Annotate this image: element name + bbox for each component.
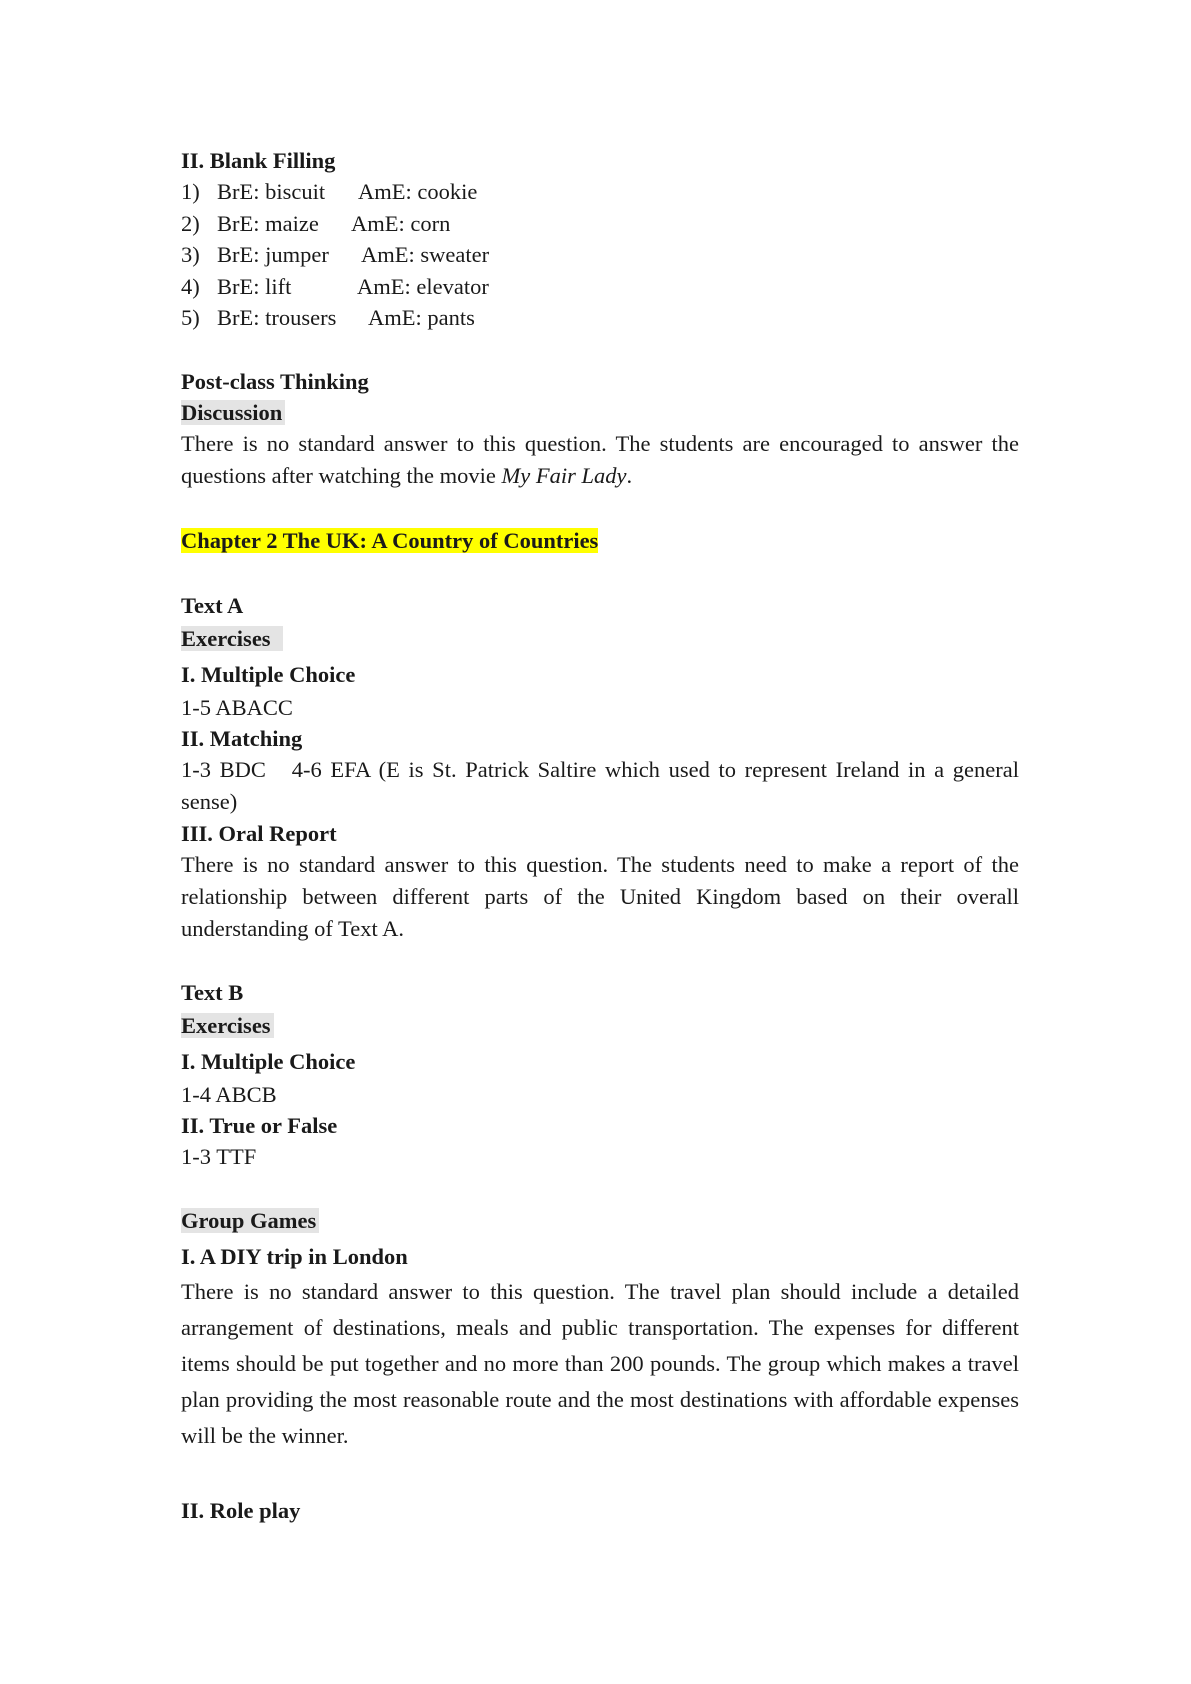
group-games-label: Group Games xyxy=(181,1208,319,1233)
list-item xyxy=(181,208,1019,240)
text-b-tf-answer: 1-3 TTF xyxy=(181,1144,257,1169)
bre-term: BrE: jumper xyxy=(217,242,329,267)
discussion-text-end: . xyxy=(626,463,633,488)
text-b-mc-heading: I. Multiple Choice xyxy=(181,1049,356,1074)
list-item xyxy=(181,302,1019,334)
blank-filling-list xyxy=(181,176,1019,334)
group-games-row xyxy=(181,1205,1019,1237)
list-item xyxy=(181,271,1019,303)
bre-term: BrE: lift xyxy=(217,273,292,299)
ame-term: AmE: cookie xyxy=(358,179,478,204)
ame-term: AmE: sweater xyxy=(361,242,490,267)
exercises-label: Exercises xyxy=(181,626,283,651)
item-number: 4) xyxy=(181,273,200,299)
text-b-tf-heading: II. True or False xyxy=(181,1113,338,1138)
exercises-label: Exercises xyxy=(181,1013,274,1038)
text-b-mc-answer: 1-4 ABCB xyxy=(181,1082,277,1107)
chapter-title-row xyxy=(181,525,1019,557)
bre-term: BrE: maize xyxy=(217,210,319,236)
movie-title: My Fair Lady xyxy=(501,463,627,488)
discussion-text: There is no standard answer to this question. The students are encouraged to answer the questions after watching the movie xyxy=(181,431,1019,488)
text-a-oral-text: There is no standard answer to this question. The students need to make a report of the relationship between different parts of the United Kingdom based on their overall understanding of Text A. xyxy=(181,852,1019,941)
diy-text: There is no standard answer to this question. The travel plan should include a detailed arrangement of destinations, meals and public transportation. The expenses for different items should be put together and no more than 200 pounds. The group which makes a travel plan providing the most reasonable route and the most destinations with affordable expenses will be the winner. xyxy=(181,1279,1019,1448)
item-number: 3) xyxy=(181,242,200,267)
text-a-oral-heading: III. Oral Report xyxy=(181,821,337,846)
ame-term: AmE: pants xyxy=(368,305,475,330)
post-class-heading: Post-class Thinking xyxy=(181,369,369,394)
diy-heading: I. A DIY trip in London xyxy=(181,1244,408,1269)
ame-term: AmE: elevator xyxy=(357,273,489,299)
bre-term: BrE: trousers xyxy=(217,305,337,330)
discussion-label: Discussion xyxy=(181,400,285,425)
discussion-paragraph xyxy=(181,428,1019,492)
text-a-mc-answer: 1-5 ABACC xyxy=(181,695,293,720)
item-number: 5) xyxy=(181,305,200,330)
text-a-matching-heading: II. Matching xyxy=(181,726,303,751)
discussion-row xyxy=(181,397,1019,429)
text-b-exercises-row xyxy=(181,1010,1019,1042)
list-item xyxy=(181,239,1019,271)
list-item xyxy=(181,176,1019,208)
text-a-mc-heading: I. Multiple Choice xyxy=(181,662,356,687)
chapter-title: Chapter 2 The UK: A Country of Countries xyxy=(181,528,599,553)
text-a-heading: Text A xyxy=(181,593,244,618)
text-a-matching-answer: 1-3 BDC 4-6 EFA (E is St. Patrick Saltire which used to represent Ireland in a general sense) xyxy=(181,757,1025,814)
role-play-heading: II. Role play xyxy=(181,1498,301,1523)
item-number: 1) xyxy=(181,179,200,204)
bre-term: BrE: biscuit xyxy=(217,179,326,204)
text-b-heading: Text B xyxy=(181,980,244,1005)
blank-filling-heading: II. Blank Filling xyxy=(181,148,336,173)
text-a-exercises-row xyxy=(181,623,1019,655)
item-number: 2) xyxy=(181,210,200,236)
ame-term: AmE: corn xyxy=(351,210,451,236)
